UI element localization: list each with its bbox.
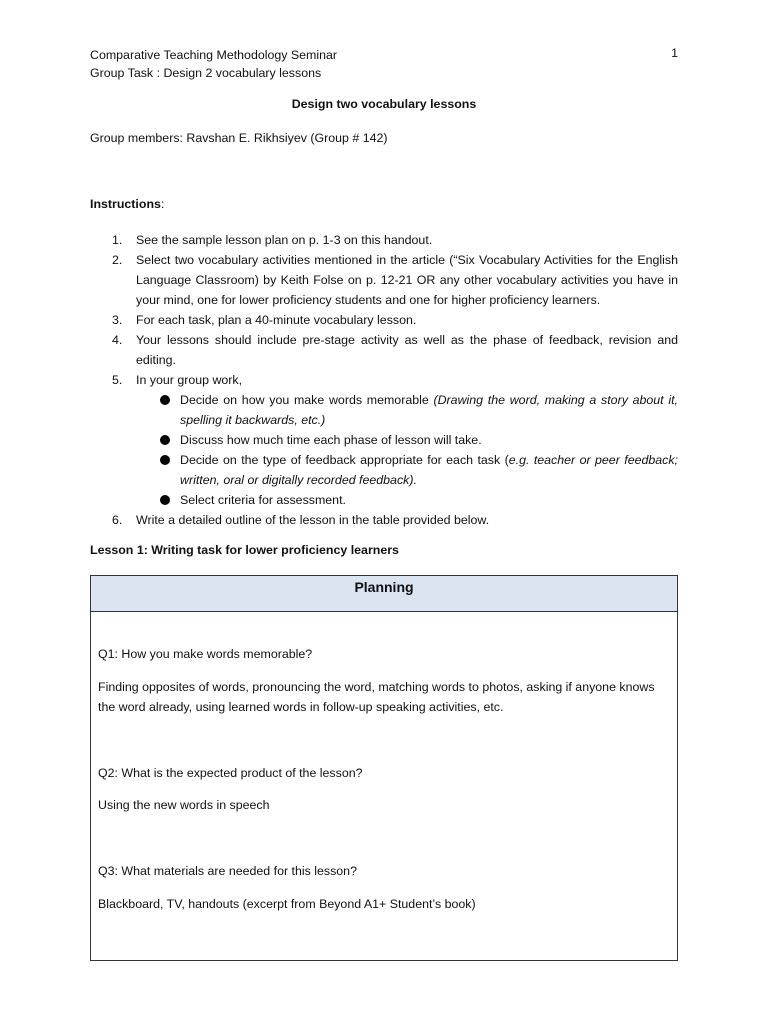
list-item — [90, 310, 678, 330]
list-item — [90, 250, 678, 310]
list-number: 2. — [112, 253, 123, 267]
question-1: Q1: How you make words memorable? — [98, 647, 313, 661]
group-members: Group members: Ravshan E. Rikhsiyev (Group # 142) — [90, 131, 388, 145]
list-item-text: Write a detailed outline of the lesson in the table provided below. — [136, 513, 490, 527]
sub-list-item — [136, 390, 678, 430]
lesson-heading: Lesson 1: Writing task for lower proficiency learners — [90, 543, 399, 557]
page-number: 1 — [671, 46, 678, 60]
planning-table — [90, 575, 678, 961]
instructions-colon: : — [160, 197, 165, 211]
list-item — [90, 510, 678, 530]
list-number: 1. — [112, 233, 123, 247]
list-item-text: For each task, plan a 40-minute vocabulary lesson. — [136, 313, 417, 327]
instructions-label: Instructions — [90, 197, 161, 211]
instructions-heading — [90, 197, 164, 211]
sub-item-text: Decide on the type of feedback appropriate for each task ( — [180, 453, 509, 467]
list-item-text: Your lessons should include pre-stage activity as well as the phase of feedback, revision and editing. — [136, 333, 678, 367]
question-3: Q3: What materials are needed for this lesson? — [98, 864, 357, 878]
list-item — [90, 370, 678, 510]
sub-item-italic: (Drawing the word, making a story about it, spelling it backwards, etc.) — [180, 393, 678, 427]
list-item-text: See the sample lesson plan on p. 1-3 on this handout. — [136, 233, 433, 247]
list-item-text: Select two vocabulary activities mentioned in the article (“Six Vocabulary Activities for the English Language Classroom) by Keith Folse on p. 12-21 OR any other vocabulary activities you have in your mind, one for lower proficiency students and one for higher proficiency learners. — [136, 253, 678, 307]
answer-1: Finding opposites of words, pronouncing the word, matching words to photos, asking if anyone knows the word already, using learned words in follow-up speaking activities, etc. — [98, 680, 655, 714]
header-course-title: Comparative Teaching Methodology Seminar — [90, 48, 338, 62]
list-number: 6. — [112, 513, 123, 527]
sub-item-text: Decide on how you make words memorable — [180, 393, 434, 407]
list-number: 4. — [112, 333, 123, 347]
sub-item-text: Select criteria for assessment. — [180, 493, 346, 507]
bullet-icon — [160, 495, 170, 505]
sub-item-italic: e.g. teacher or peer feedback; written, oral or digitally recorded feedback). — [180, 453, 678, 487]
question-2: Q2: What is the expected product of the lesson? — [98, 766, 363, 780]
list-item — [90, 230, 678, 250]
bullet-icon — [160, 455, 170, 465]
answer-2: Using the new words in speech — [98, 798, 270, 812]
list-item-text: In your group work, — [136, 373, 243, 387]
header-task-title: Group Task : Design 2 vocabulary lessons — [90, 66, 322, 80]
sub-list-item — [136, 430, 678, 450]
list-number: 3. — [112, 313, 123, 327]
document-title: Design two vocabulary lessons — [291, 97, 477, 111]
sub-list-item — [136, 450, 678, 490]
bullet-icon — [160, 395, 170, 405]
sub-item-text: Discuss how much time each phase of lesson will take. — [180, 433, 482, 447]
sub-list — [136, 390, 678, 510]
list-item — [90, 330, 678, 370]
sub-list-item — [136, 490, 678, 510]
instructions-list — [90, 230, 678, 530]
list-number: 5. — [112, 373, 123, 387]
bullet-icon — [160, 435, 170, 445]
answer-3: Blackboard, TV, handouts (excerpt from Beyond A1+ Student’s book) — [98, 897, 476, 911]
table-header: Planning — [91, 576, 677, 612]
